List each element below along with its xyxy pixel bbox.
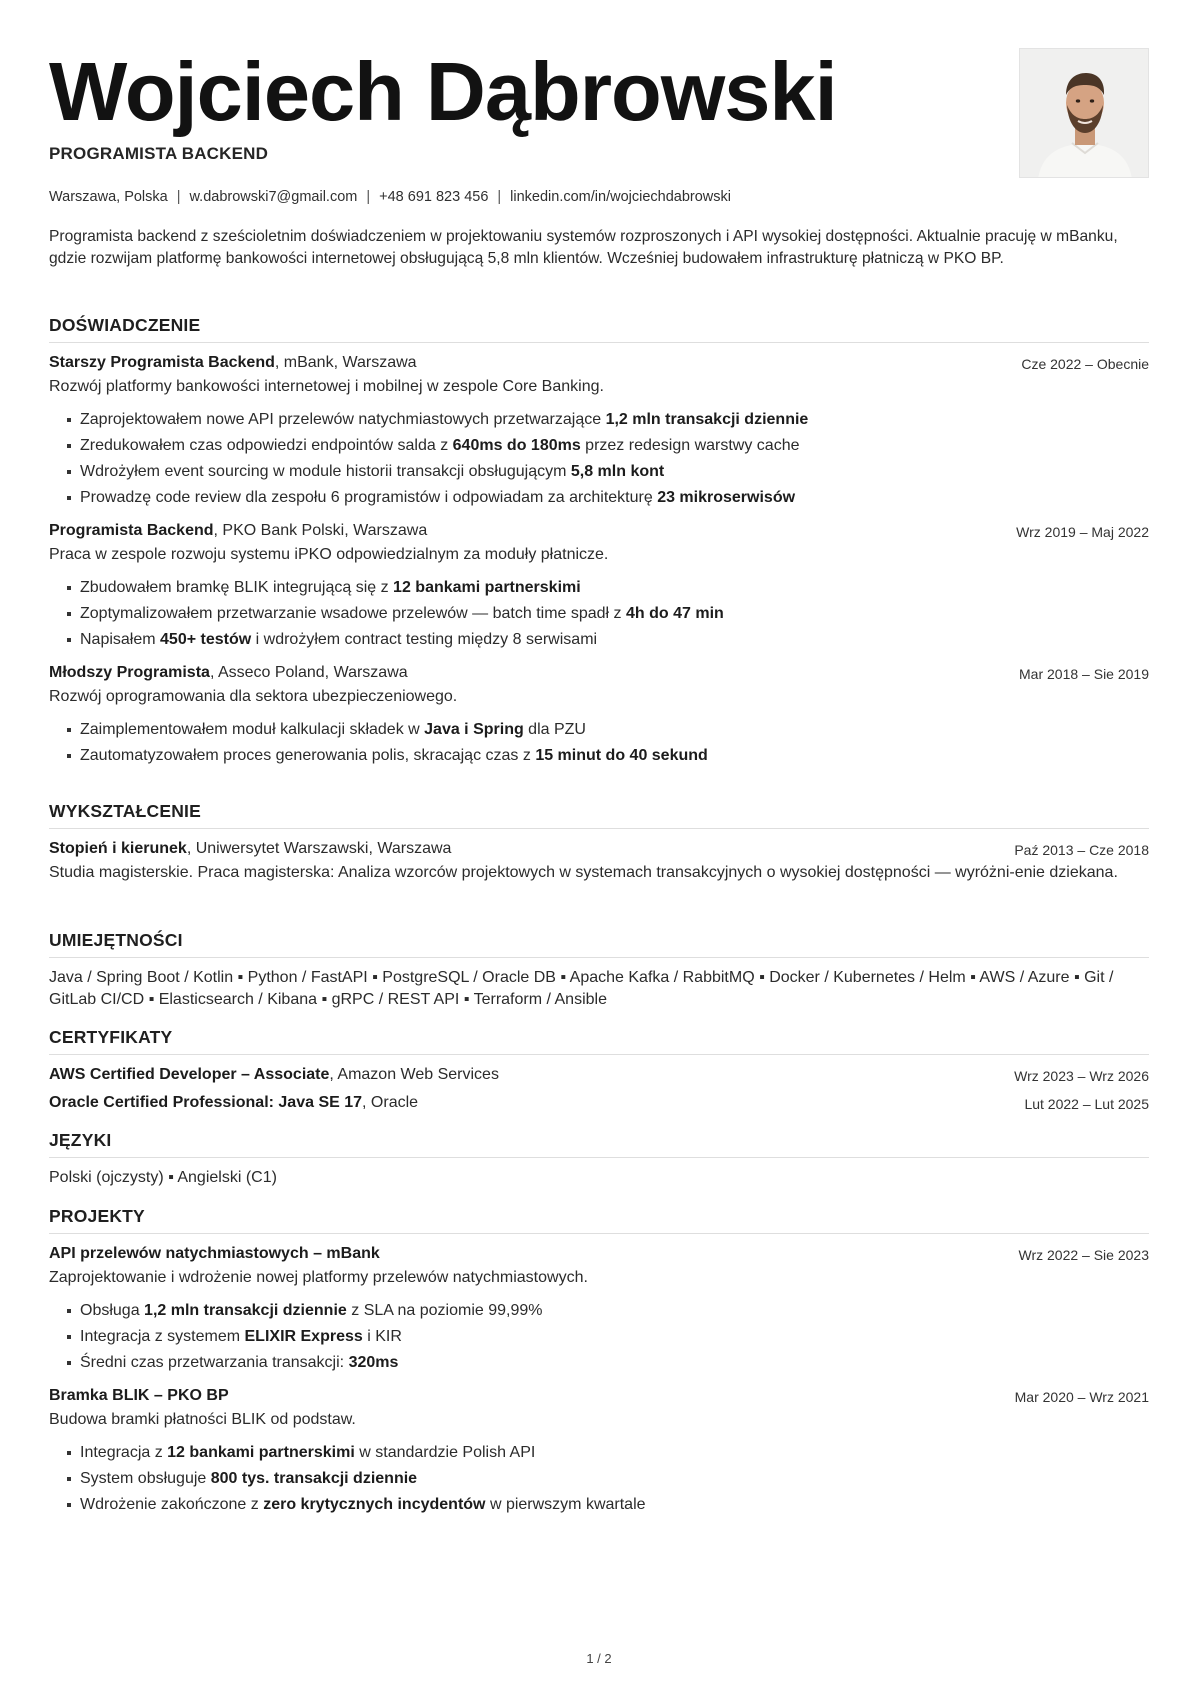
contact-line xyxy=(49,189,731,205)
job-date: Mar 2018 – Sie 2019 xyxy=(1019,666,1149,682)
achievement-item: Zredukowałem czas odpowiedzi endpointów salda z 640ms do 180ms przez redesign warstwy cache xyxy=(49,433,1149,459)
highlight-item: Wdrożenie zakończone z zero krytycznych incydentów w pierwszym kwartale xyxy=(49,1492,1149,1518)
resume-header xyxy=(49,0,1149,180)
education-description: Studia magisterskie. Praca magisterska: Analiza wzorców projektowych w systemach transakcyjnych o wysokiej dostępności — wyróżni-enie dziekana. xyxy=(49,864,1118,881)
job-achievements xyxy=(49,407,1149,511)
job-description: Rozwój oprogramowania dla sektora ubezpieczeniowego. xyxy=(49,688,458,705)
contact-separator: | xyxy=(366,189,371,205)
contact-phone[interactable]: +48 691 823 456 xyxy=(379,189,489,205)
project-date: Wrz 2022 – Sie 2023 xyxy=(1018,1247,1149,1263)
achievement-item: Wdrożyłem event sourcing w module historii transakcji obsługującym 5,8 mln kont xyxy=(49,459,1149,485)
job-role: Programista Backend xyxy=(49,522,214,539)
skills-section xyxy=(49,930,1149,1011)
education-school: , Uniwersytet Warszawski, Warszawa xyxy=(186,840,452,857)
certificates-section xyxy=(49,1027,1149,1114)
achievement-item: Zaimplementowałem moduł kalkulacji składek w Java i Spring dla PZU xyxy=(49,717,1149,743)
highlight-item: Integracja z 12 bankami partnerskimi w standardzie Polish API xyxy=(49,1440,1149,1466)
job-entry xyxy=(49,662,1149,769)
job-header xyxy=(49,520,1149,542)
education-heading: WYKSZTAŁCENIE xyxy=(49,801,1149,829)
achievement-item: Zbudowałem bramkę BLIK integrującą się z 12 bankami partnerskimi xyxy=(49,575,1149,601)
project-description: Zaprojektowanie i wdrożenie nowej platformy przelewów natychmiastowych. xyxy=(49,1269,588,1286)
page-number: 1 / 2 xyxy=(586,1651,612,1666)
job-description: Praca w zespole rozwoju systemu iPKO odpowiedzialnym za moduły płatnicze. xyxy=(49,546,609,563)
achievement-item: Zautomatyzowałem proces generowania polis, skracając czas z 15 minut do 40 sekund xyxy=(49,743,1149,769)
profile-summary: Programista backend z sześcioletnim doświadczeniem w projektowaniu systemów rozproszonych i API wysokiej dostępności. Aktualnie pracuję w mBanku, gdzie rozwijam platformę bankowości internetowej obsługującą 5,8 mln klientów. Wcześniej budowałem infrastrukturę płatniczą w PKO BP. xyxy=(49,228,1118,267)
resume-page xyxy=(49,0,1149,1683)
certificates-heading: CERTYFIKATY xyxy=(49,1027,1149,1055)
contact-location: Warszawa, Polska xyxy=(49,189,168,205)
project-entry xyxy=(49,1243,1149,1376)
project-header xyxy=(49,1243,1149,1265)
profile-photo-image xyxy=(1020,49,1149,178)
profile-photo xyxy=(1019,48,1149,178)
job-company: , Asseco Poland, Warszawa xyxy=(209,664,408,681)
certificate-item xyxy=(49,1064,1149,1086)
achievement-item: Zaprojektowałem nowe API przelewów natychmiastowych przetwarzające 1,2 mln transakcji dziennie xyxy=(49,407,1149,433)
experience-heading: DOŚWIADCZENIE xyxy=(49,315,1149,343)
education-degree: Stopień i kierunek xyxy=(49,840,187,857)
project-description: Budowa bramki płatności BLIK od podstaw. xyxy=(49,1411,356,1428)
candidate-name: Wojciech Dąbrowski xyxy=(49,45,837,138)
project-highlights xyxy=(49,1440,1149,1518)
languages-heading: JĘZYKI xyxy=(49,1130,1149,1158)
project-title: Bramka BLIK – PKO BP xyxy=(49,1387,229,1404)
job-role: Starszy Programista Backend xyxy=(49,354,275,371)
achievement-item: Napisałem 450+ testów i wdrożyłem contract testing między 8 serwisami xyxy=(49,627,1149,653)
project-header xyxy=(49,1385,1149,1407)
job-entry xyxy=(49,352,1149,511)
job-header xyxy=(49,352,1149,374)
contact-separator: | xyxy=(497,189,502,205)
job-description: Rozwój platformy bankowości internetowej i mobilnej w zespole Core Banking. xyxy=(49,378,604,395)
job-achievements xyxy=(49,717,1149,769)
languages-section xyxy=(49,1130,1149,1189)
project-entry xyxy=(49,1385,1149,1518)
project-title: API przelewów natychmiastowych – mBank xyxy=(49,1245,380,1262)
education-date: Paź 2013 – Cze 2018 xyxy=(1014,842,1149,858)
job-title: PROGRAMISTA BACKEND xyxy=(49,144,269,163)
contact-linkedin[interactable]: linkedin.com/in/wojciechdabrowski xyxy=(510,189,731,205)
languages-list: Polski (ojczysty) ▪ Angielski (C1) xyxy=(49,1169,277,1186)
experience-section xyxy=(49,315,1149,769)
certificate-date: Lut 2022 – Lut 2025 xyxy=(1024,1096,1149,1112)
education-section xyxy=(49,801,1149,884)
achievement-item: Prowadzę code review dla zespołu 6 programistów i odpowiadam za architekturę 23 mikroserwisów xyxy=(49,485,1149,511)
projects-section xyxy=(49,1206,1149,1518)
highlight-item: Obsługa 1,2 mln transakcji dziennie z SLA na poziomie 99,99% xyxy=(49,1298,1149,1324)
achievement-item: Zoptymalizowałem przetwarzanie wsadowe przelewów — batch time spadł z 4h do 47 min xyxy=(49,601,1149,627)
project-highlights xyxy=(49,1298,1149,1376)
job-header xyxy=(49,662,1149,684)
job-company: , PKO Bank Polski, Warszawa xyxy=(213,522,428,539)
projects-heading: PROJEKTY xyxy=(49,1206,1149,1234)
job-date: Wrz 2019 – Maj 2022 xyxy=(1016,524,1149,540)
certificate-item xyxy=(49,1092,1149,1114)
job-company: , mBank, Warszawa xyxy=(274,354,417,371)
job-role: Młodszy Programista xyxy=(49,664,210,681)
job-achievements xyxy=(49,575,1149,653)
highlight-item: Integracja z systemem ELIXIR Express i KIR xyxy=(49,1324,1149,1350)
education-header xyxy=(49,838,1149,860)
skills-list: Java / Spring Boot / Kotlin ▪ Python / FastAPI ▪ PostgreSQL / Oracle DB ▪ Apache Kafka / RabbitMQ ▪ Docker / Kubernetes / Helm ▪ AWS / Azure ▪ Git / GitLab CI/CD ▪ Elasticsearch / Kibana ▪ gRPC / REST API ▪ Terraform / Ansible xyxy=(49,969,1114,1008)
skills-heading: UMIEJĘTNOŚCI xyxy=(49,930,1149,958)
contact-separator: | xyxy=(176,189,181,205)
certificate-issuer: , Oracle xyxy=(362,1094,419,1111)
certificate-issuer: , Amazon Web Services xyxy=(329,1066,499,1083)
certificate-name: Oracle Certified Professional: Java SE 17 xyxy=(49,1094,363,1111)
job-entry xyxy=(49,520,1149,653)
highlight-item: Średni czas przetwarzania transakcji: 320ms xyxy=(49,1350,1149,1376)
highlight-item: System obsługuje 800 tys. transakcji dziennie xyxy=(49,1466,1149,1492)
contact-email[interactable]: w.dabrowski7@gmail.com xyxy=(189,189,358,205)
job-date: Cze 2022 – Obecnie xyxy=(1021,356,1149,372)
certificate-name: AWS Certified Developer – Associate xyxy=(49,1066,330,1083)
project-date: Mar 2020 – Wrz 2021 xyxy=(1014,1389,1149,1405)
certificate-date: Wrz 2023 – Wrz 2026 xyxy=(1014,1068,1149,1084)
